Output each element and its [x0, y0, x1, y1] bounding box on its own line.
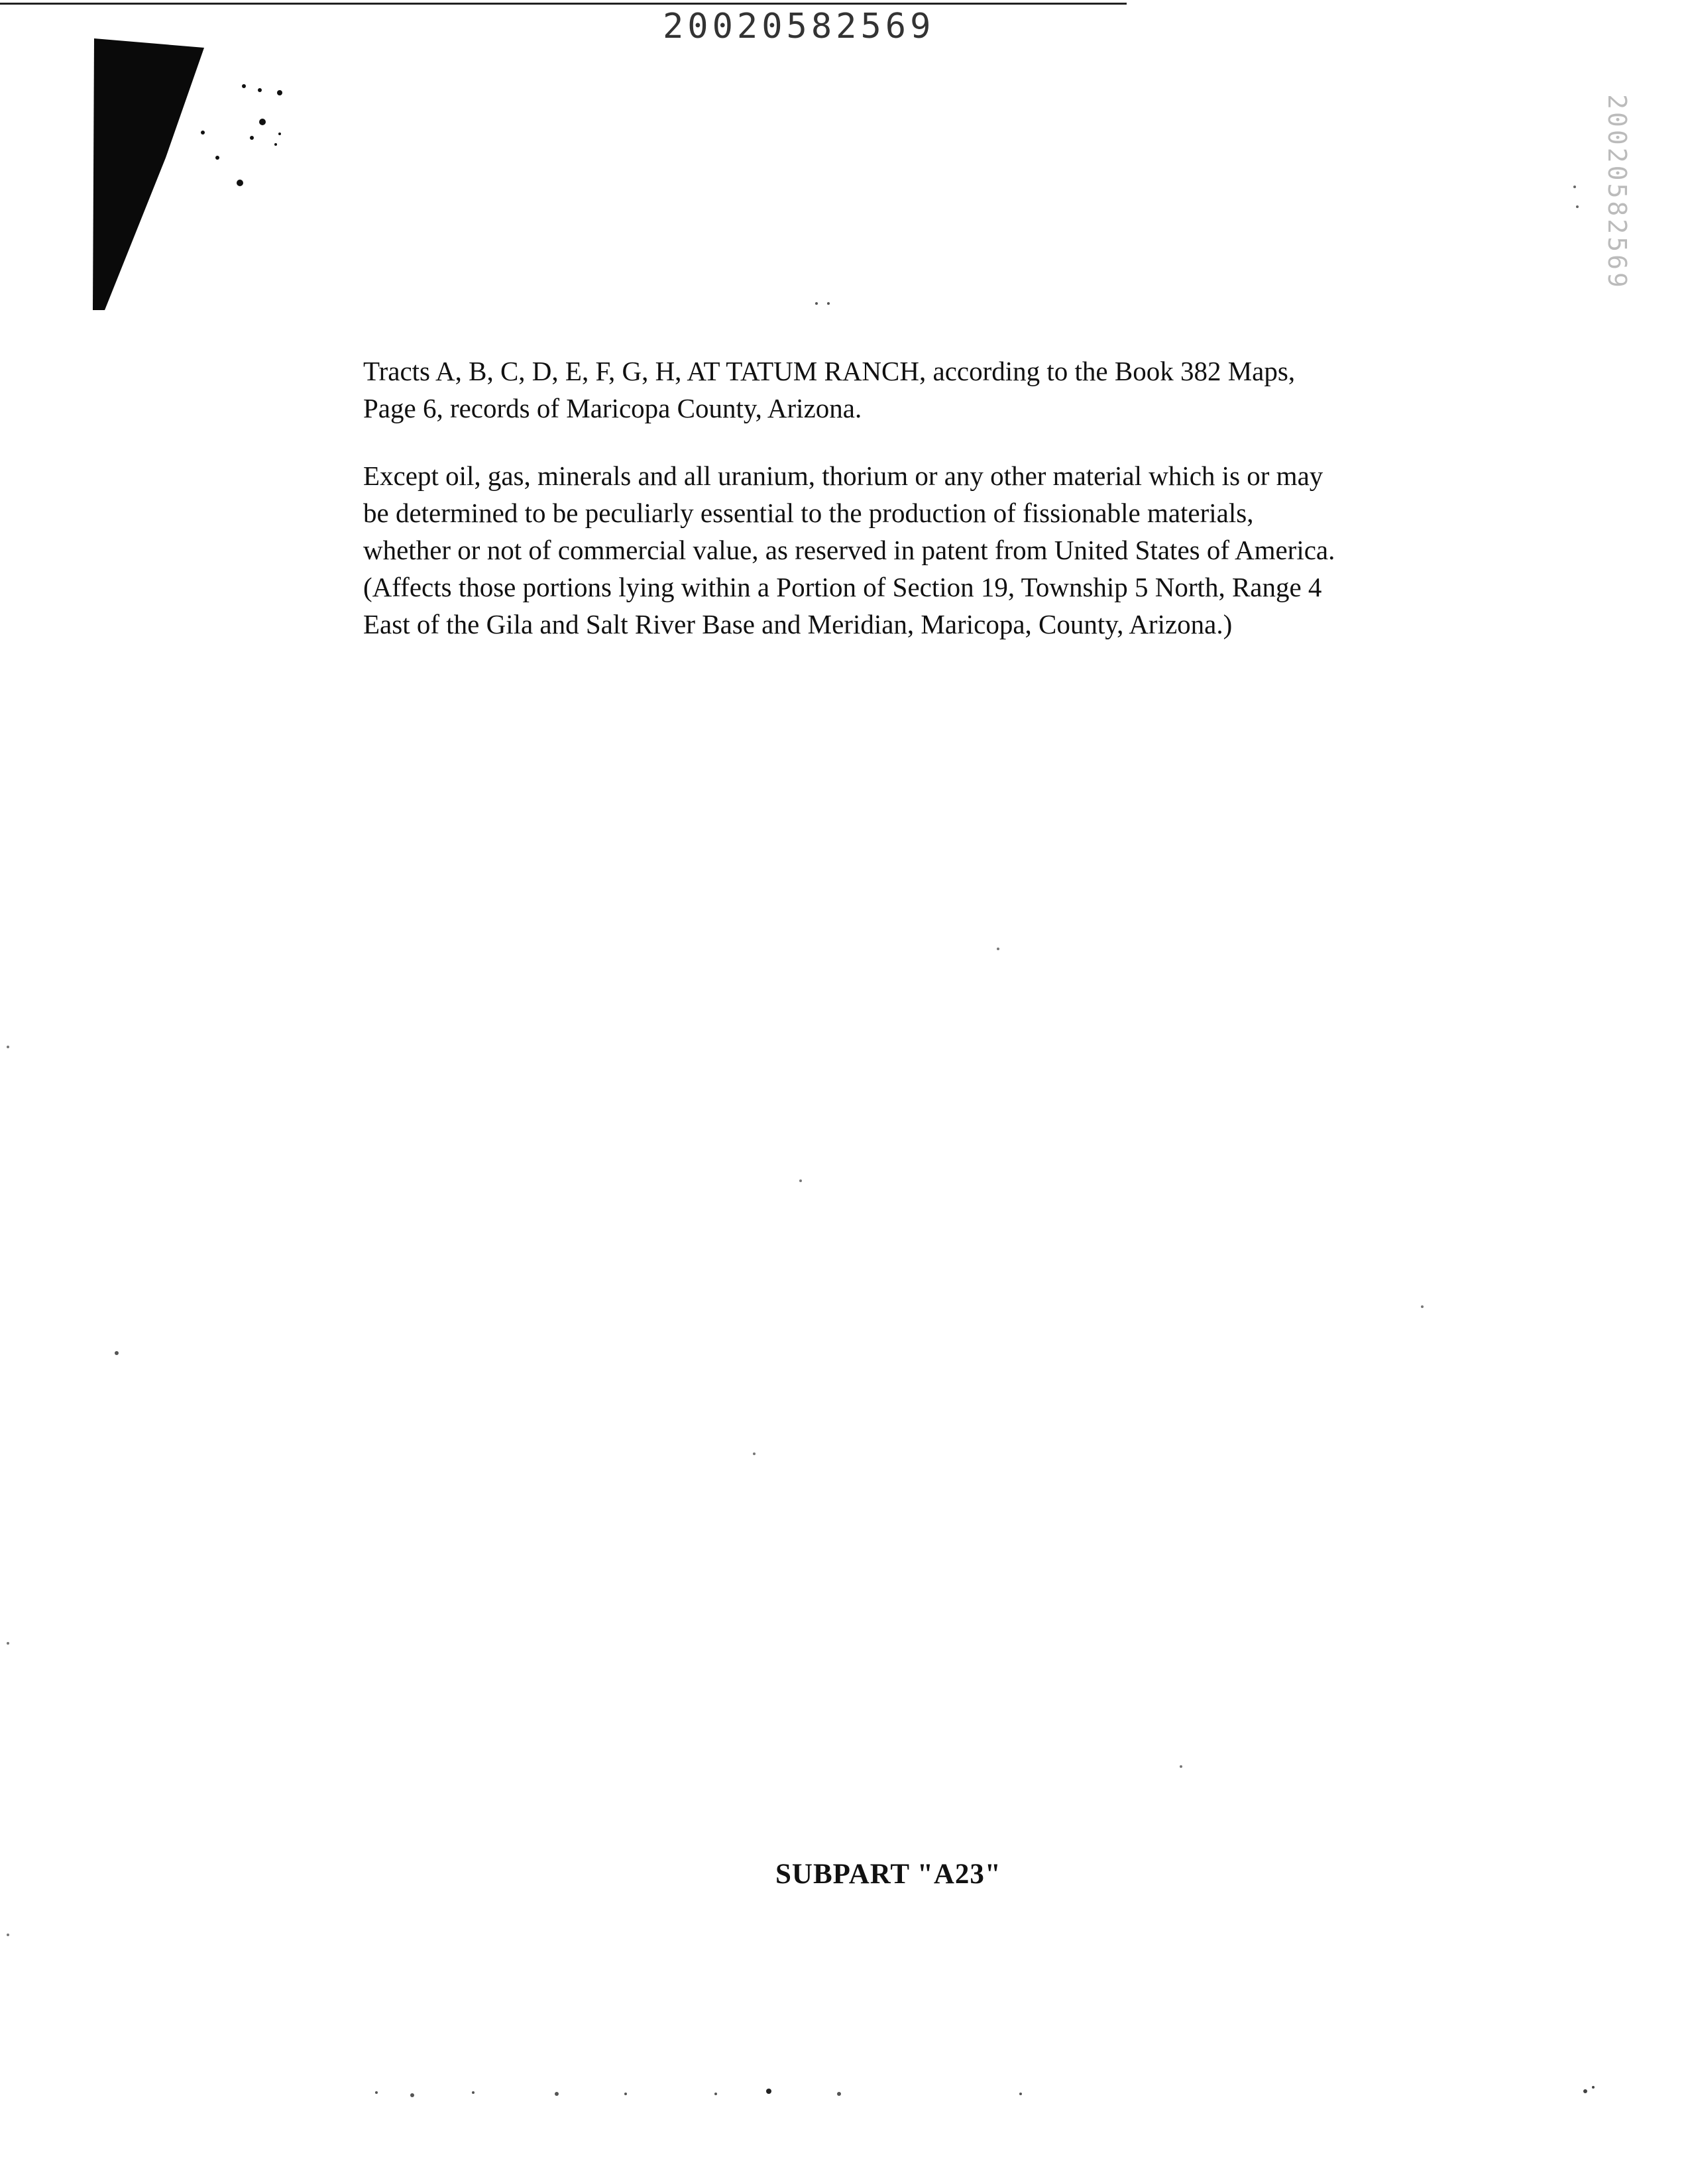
paragraph-line: East of the Gila and Salt River Base and Meridian, Maricopa, County, Arizona.) [363, 609, 1233, 639]
paragraph-line: be determined to be peculiarly essential to the production of fissionable materials, [363, 498, 1254, 528]
document-number: 20020582569 [663, 7, 935, 46]
subpart-label: SUBPART "A23" [775, 1859, 1001, 1890]
paragraph-line: Tracts A, B, C, D, E, F, G, H, AT TATUM RANCH, according to the Book 382 Maps, [363, 356, 1296, 386]
side-stamp-text: 20020582569 [1602, 94, 1632, 290]
paragraph-line: Except oil, gas, minerals and all uranium, thorium or any other material which is or may [363, 461, 1323, 491]
paragraph-line: (Affects those portions lying within a Portion of Section 19, Township 5 North, Range 4 [363, 572, 1322, 602]
paragraph-line: whether or not of commercial value, as reserved in patent from United States of America. [363, 535, 1335, 565]
paragraph-line: Page 6, records of Maricopa County, Arizona. [363, 393, 862, 423]
